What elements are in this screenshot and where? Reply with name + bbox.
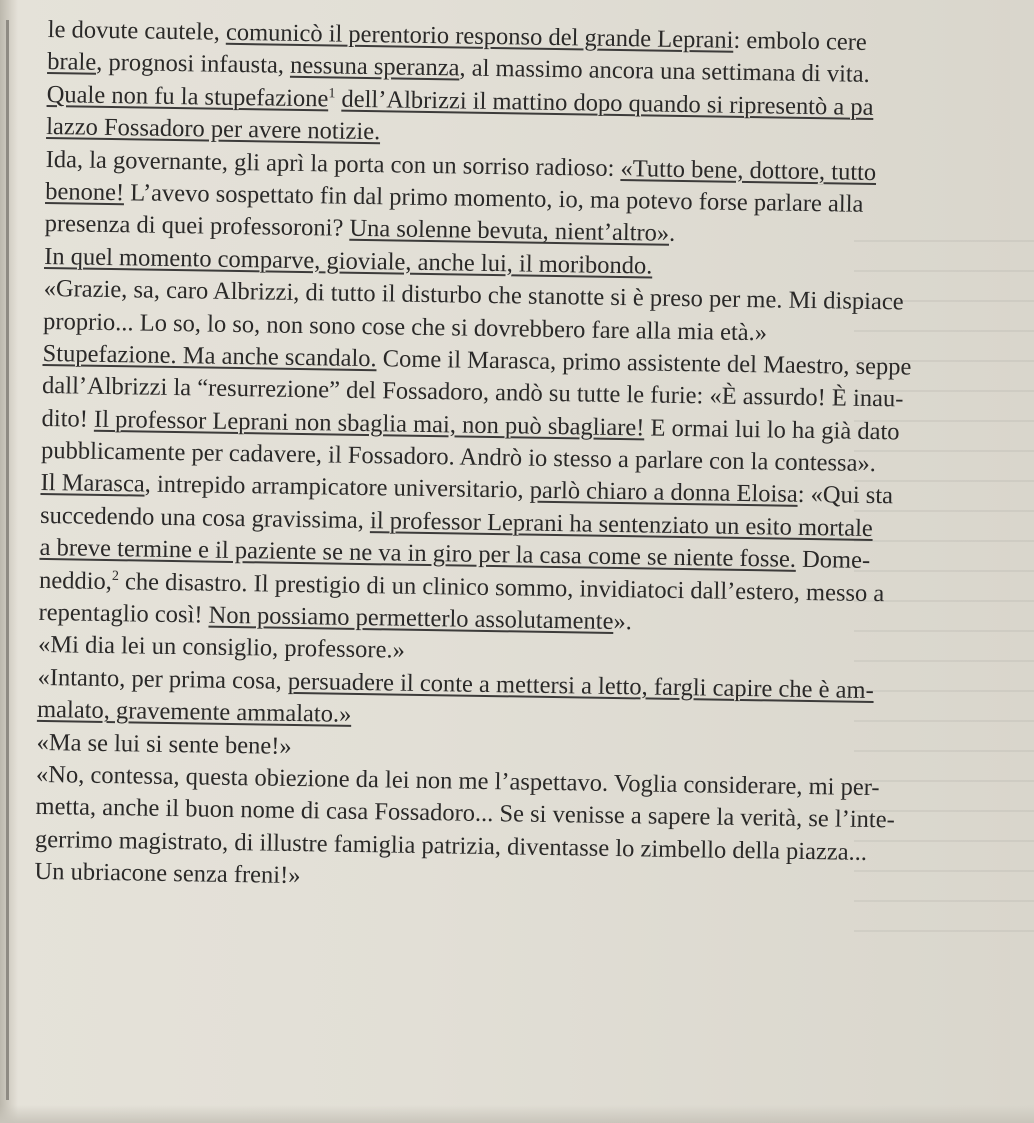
underlined-text: parlò chiaro a donna Eloisa [529, 477, 798, 509]
margin-pencil-bar [6, 20, 15, 1100]
text-segment: pubblicamente per cadavere, il Fossadoro. Andrò io stesso a parlare con la contessa». [40, 437, 877, 478]
text-segment: : «Qui sta [797, 481, 894, 510]
text-segment: ». [613, 607, 633, 636]
text-segment: presenza di quei professoroni? [44, 210, 350, 243]
text-segment: Ida, la governante, gli aprì la porta con un sorriso radioso: [45, 145, 621, 182]
underlined-text: brale [47, 48, 97, 77]
underlined-text: malato, gravemente ammalato.» [36, 696, 352, 729]
underlined-text: il professor Leprani ha sentenziato un esito mortale [369, 506, 873, 542]
underlined-text: Stupefazione. Ma anche scandalo. [42, 339, 377, 373]
text-segment: , intrepido arrampicatore universitario, [144, 471, 530, 505]
underlined-text: dell’Albrizzi il mattino dopo quando si ripresentò a pa [341, 85, 874, 121]
text-segment: Dome- [795, 546, 871, 575]
underlined-text: Quale non fu la stupefazione [46, 80, 329, 113]
text-segment: succedendo una cosa gravissima, [39, 501, 371, 534]
text-segment: dall’Albrizzi la “resurrezione” del Fossadoro, andò su tutte le furie: «È assurdo! È inau- [41, 372, 904, 413]
text-segment: L’avevo sospettato fin dal primo momento, io, ma potevo forse parlare alla [123, 179, 864, 218]
text-segment: «Grazie, sa, caro Albrizzi, di tutto il disturbo che stanotte si è preso per me. Mi dispiace [43, 275, 904, 316]
text-segment: Come il Marasca, primo assistente del Maestro, seppe [376, 345, 912, 381]
underlined-text: «Tutto bene, dottore, tutto [620, 154, 877, 186]
page-bottom-edge [0, 1105, 1034, 1123]
underlined-text: nessuna speranza [289, 52, 460, 82]
text-segment: «Mi dia lei un consiglio, professore.» [37, 631, 406, 665]
underlined-text: benone! [45, 177, 125, 207]
page-text [34, 14, 1034, 904]
underlined-text: Il professor Leprani non sbaglia mai, non può sbagliare! [93, 405, 645, 442]
text-segment: «Ma se lui si sente bene!» [36, 728, 292, 760]
text-segment: Un ubriacone senza freni!» [34, 858, 301, 890]
text-segment: gerrimo magistrato, di illustre famiglia patrizia, diventasse lo zimbello della piazza... [34, 825, 868, 866]
text-segment: , al massimo ancora una settimana di vita. [459, 54, 870, 89]
underlined-text: a breve termine e il paziente se ne va in giro per la casa come se niente fosse. [39, 534, 797, 574]
text-segment: «Intanto, per prima cosa, [37, 663, 289, 695]
text-segment: , prognosi infausta, [95, 49, 291, 80]
footnote-marker: 1 [328, 86, 336, 102]
text-segment: «No, contessa, questa obiezione da lei non me l’aspettavo. Voglia considerare, mi per- [35, 760, 880, 802]
underlined-text: Il Marasca [40, 469, 145, 499]
underlined-text: persuadere il conte a mettersi a letto, fargli capire che è am- [287, 667, 874, 704]
text-segment: che disastro. Il prestigio di un clinico sommo, invidiatoci dall’estero, messo a [118, 567, 885, 607]
text-segment: proprio... Lo so, lo so, non sono cose che si dovrebbero fare alla mia età.» [42, 307, 768, 346]
text-segment: neddio, [38, 566, 113, 595]
underlined-text: comunicò il perentorio responso del grande Leprani [225, 18, 734, 54]
text-segment: repentaglio così! [38, 598, 209, 629]
underlined-text: In quel momento comparve, gioviale, anche lui, il moribondo. [43, 242, 653, 280]
text-segment: : embolo cere [733, 26, 867, 56]
text-segment: . [668, 220, 676, 248]
text-segment: metta, anche il buon nome di casa Fossadoro... Se si venisse a sapere la verità, se l’inte- [35, 793, 895, 834]
underlined-text: lazzo Fossadoro per avere notizie. [46, 113, 381, 146]
text-segment: le dovute cautele, [47, 15, 227, 46]
underlined-text: Non possiamo permetterlo assolutamente [208, 601, 614, 635]
text-segment: E ormai lui lo ha già dato [644, 414, 900, 446]
text-segment: dito! [41, 404, 95, 433]
footnote-marker: 2 [111, 568, 120, 584]
underlined-text: Una solenne bevuta, nient’altro» [349, 215, 670, 248]
